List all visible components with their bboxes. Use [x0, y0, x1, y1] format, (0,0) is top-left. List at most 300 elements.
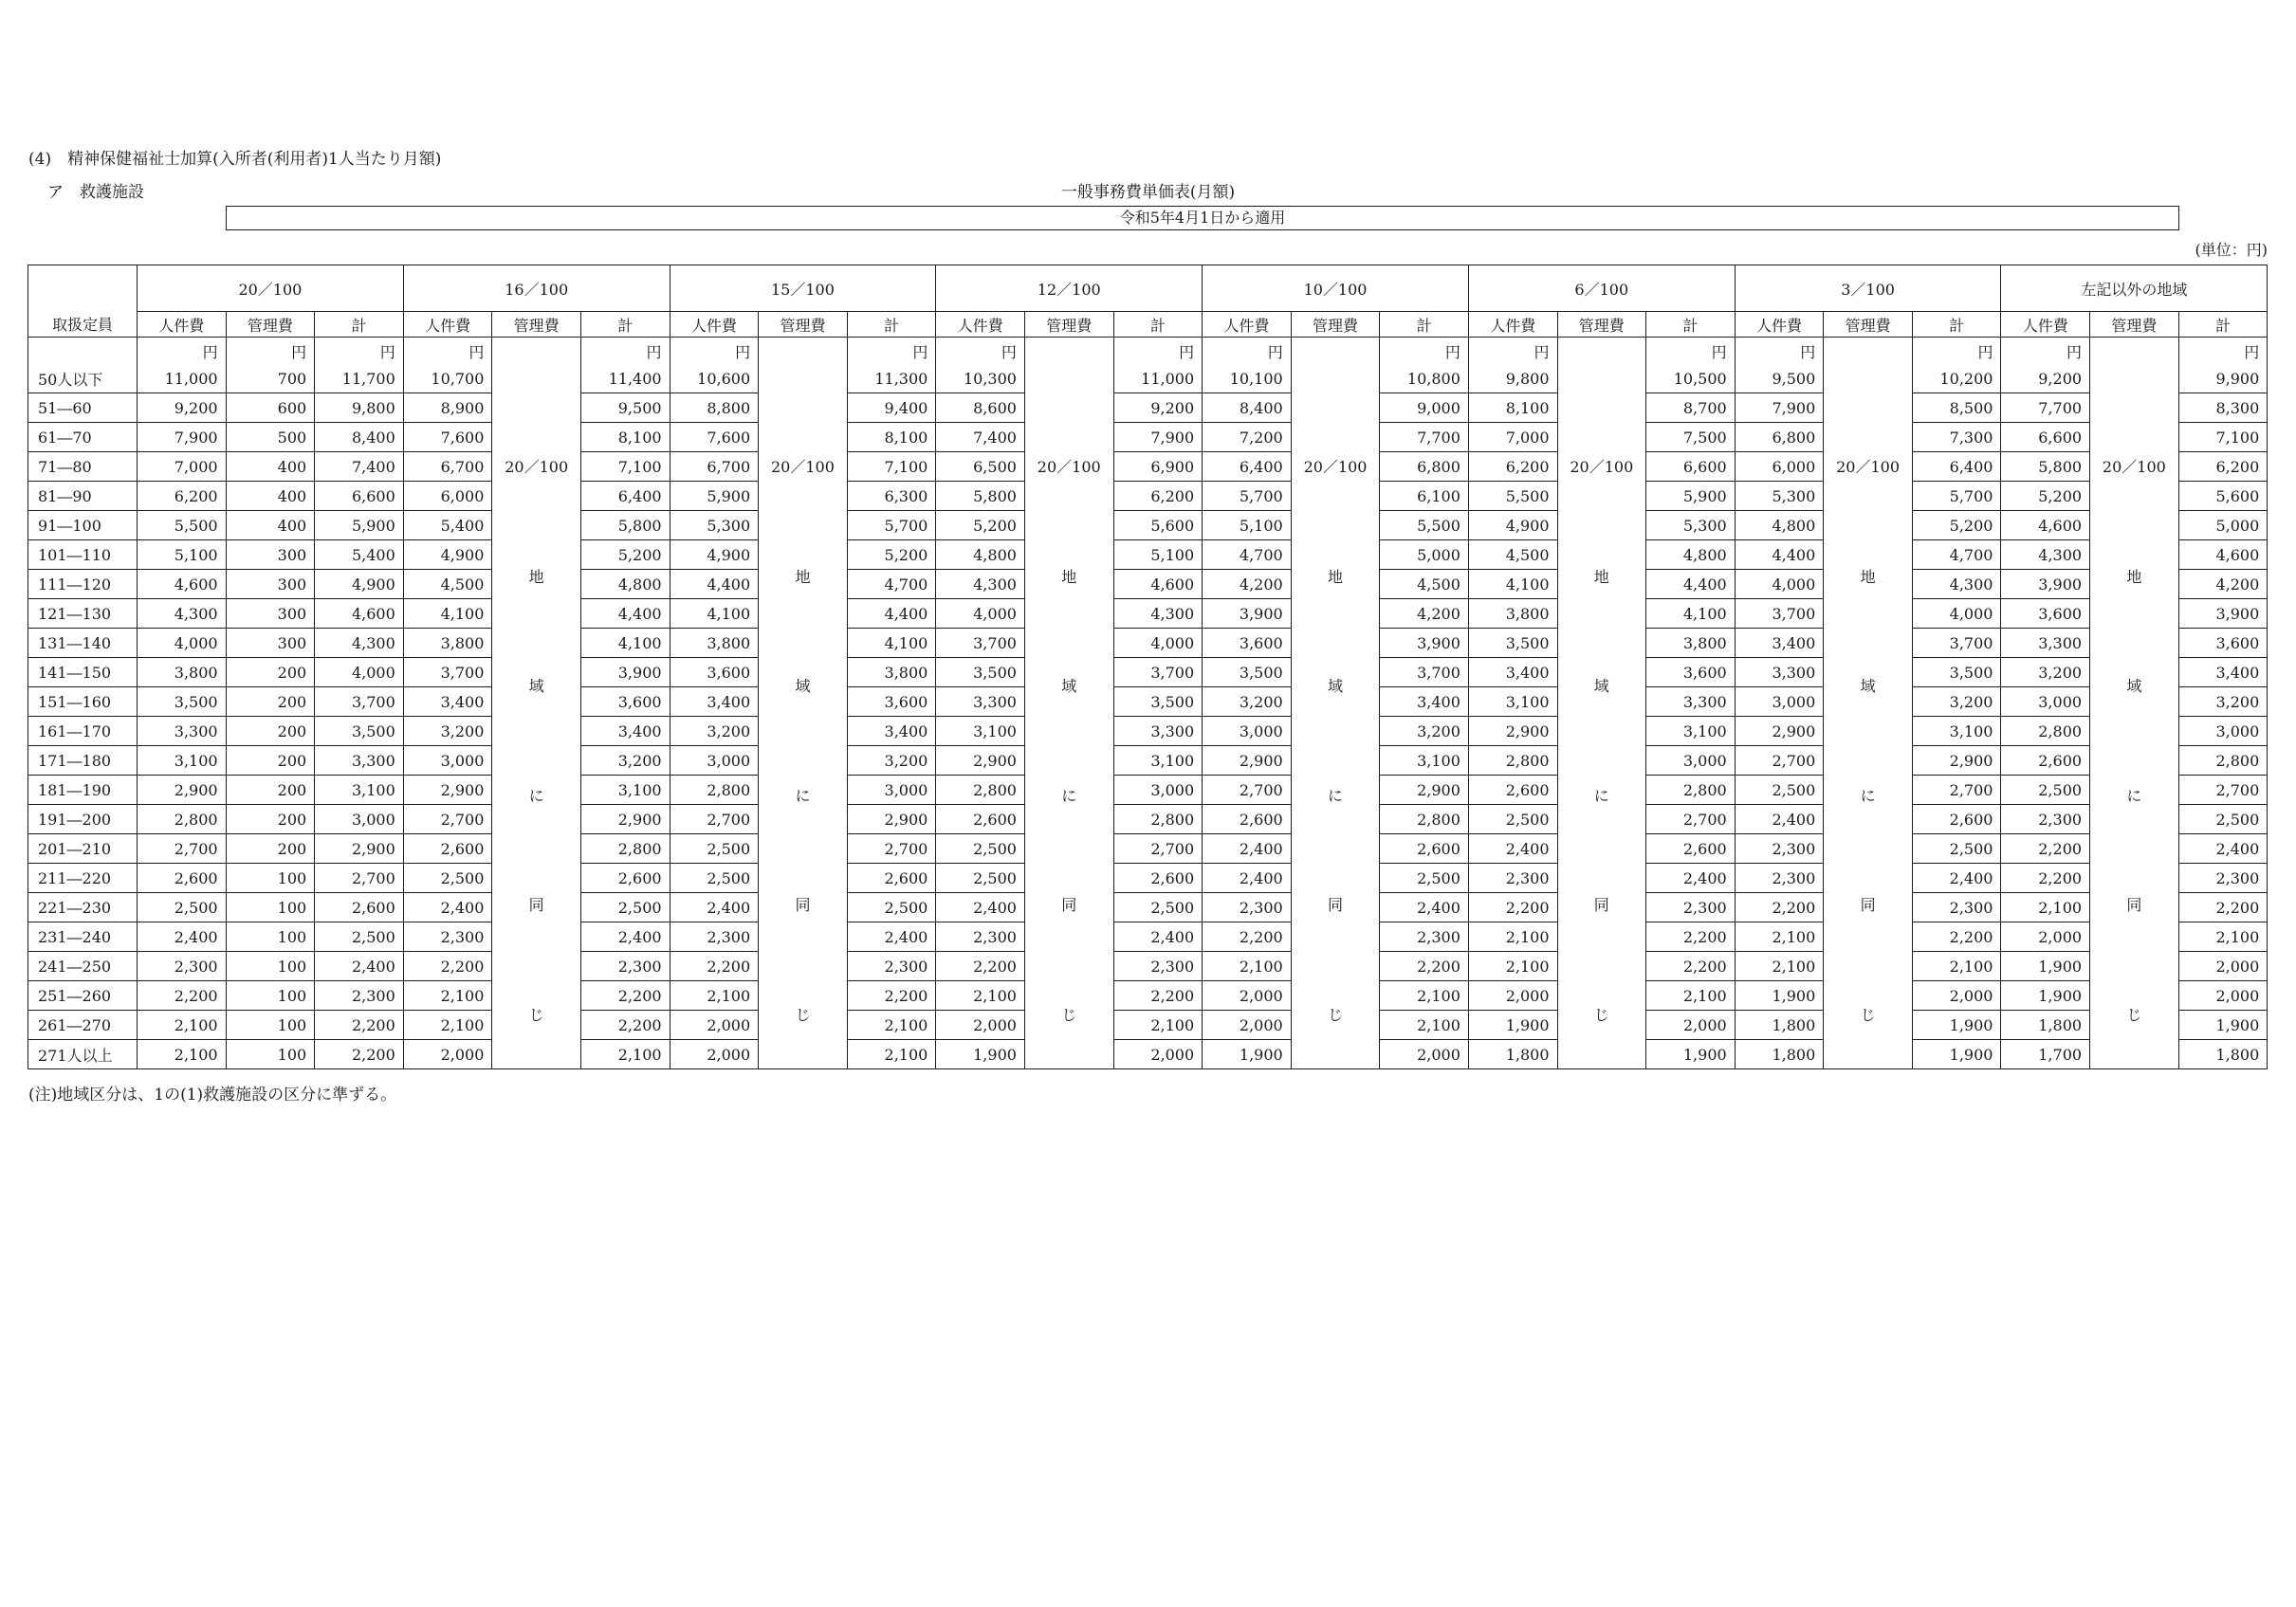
total-cost: 3,400	[2178, 658, 2268, 687]
management-same-as-20-note	[759, 338, 848, 1069]
band-note-char: 同	[528, 896, 544, 915]
total-cost: 6,400	[580, 482, 670, 511]
total-cost: 2,800	[1646, 776, 1736, 805]
capacity-label: 71―80	[28, 452, 138, 482]
capacity-label: 191―200	[28, 805, 138, 834]
management-same-as-20-note	[492, 338, 581, 1069]
total-cost: 11,300	[847, 364, 936, 393]
band-note-char: 域	[1860, 677, 1876, 696]
band-header: 6／100	[1468, 265, 1735, 312]
total-cost: 2,400	[1912, 864, 2001, 893]
total-cost: 2,600	[1113, 864, 1203, 893]
yen-mark: 円	[403, 338, 492, 365]
personnel-cost: 4,000	[936, 599, 1025, 629]
total-cost: 3,000	[847, 776, 936, 805]
total-cost: 2,100	[2178, 922, 2268, 952]
total-cost: 4,100	[847, 629, 936, 658]
table-row	[28, 922, 2268, 952]
total-cost: 5,700	[847, 511, 936, 540]
personnel-cost: 2,900	[1468, 717, 1557, 746]
total-cost: 2,500	[1912, 834, 2001, 864]
personnel-cost: 2,500	[670, 864, 759, 893]
total-cost: 1,900	[2178, 1011, 2268, 1040]
management-cost: 100	[226, 1040, 315, 1069]
total-cost: 2,200	[1646, 952, 1736, 981]
total-cost: 3,300	[1113, 717, 1203, 746]
personnel-cost: 3,600	[2001, 599, 2090, 629]
band-header: 16／100	[403, 265, 670, 312]
total-cost: 2,200	[315, 1040, 404, 1069]
personnel-cost: 1,900	[936, 1040, 1025, 1069]
total-cost: 4,200	[2178, 570, 2268, 599]
personnel-cost: 2,200	[1735, 893, 1824, 922]
total-cost: 5,200	[847, 540, 936, 570]
personnel-cost: 3,700	[403, 658, 492, 687]
personnel-cost: 2,600	[2001, 746, 2090, 776]
total-cost: 5,600	[1113, 511, 1203, 540]
total-cost: 3,500	[1113, 687, 1203, 717]
personnel-cost: 4,900	[670, 540, 759, 570]
personnel-cost: 4,500	[1468, 540, 1557, 570]
total-cost: 2,300	[1646, 893, 1736, 922]
header-management: 管理費	[759, 312, 848, 338]
personnel-cost: 6,700	[670, 452, 759, 482]
band-note-char: 同	[1328, 896, 1344, 915]
table-row	[28, 1011, 2268, 1040]
header-total: 計	[1380, 312, 1469, 338]
total-cost: 2,400	[315, 952, 404, 981]
total-cost: 3,000	[1113, 776, 1203, 805]
personnel-cost: 2,500	[2001, 776, 2090, 805]
total-cost: 3,500	[1912, 658, 2001, 687]
personnel-cost: 1,900	[1203, 1040, 1292, 1069]
total-cost: 5,400	[315, 540, 404, 570]
personnel-cost: 2,900	[936, 746, 1025, 776]
management-cost: 200	[226, 717, 315, 746]
yen-mark: 円	[1203, 338, 1292, 365]
total-cost: 11,000	[1113, 364, 1203, 393]
personnel-cost: 8,100	[1468, 393, 1557, 423]
band-note-char: 20／100	[771, 458, 835, 477]
table-row	[28, 776, 2268, 805]
band-note-char: に	[2126, 786, 2142, 805]
personnel-cost: 3,500	[1468, 629, 1557, 658]
personnel-cost: 3,200	[403, 717, 492, 746]
personnel-cost: 2,300	[138, 952, 227, 981]
yen-mark: 円	[1646, 338, 1736, 365]
personnel-cost: 4,000	[138, 629, 227, 658]
page-heading: (4) 精神保健福祉士加算(入所者(利用者)1人当たり月額)	[28, 150, 442, 169]
total-cost: 6,100	[1380, 482, 1469, 511]
table-row	[28, 423, 2268, 452]
personnel-cost: 2,800	[138, 805, 227, 834]
personnel-cost: 2,200	[403, 952, 492, 981]
table-row	[28, 599, 2268, 629]
total-cost: 3,000	[1646, 746, 1736, 776]
capacity-label: 151―160	[28, 687, 138, 717]
personnel-cost: 8,400	[1203, 393, 1292, 423]
total-cost: 2,600	[847, 864, 936, 893]
table-row	[28, 393, 2268, 423]
personnel-cost: 7,000	[1468, 423, 1557, 452]
header-management: 管理費	[1024, 312, 1113, 338]
yen-mark: 円	[2001, 338, 2090, 365]
personnel-cost: 2,500	[1735, 776, 1824, 805]
personnel-cost: 2,500	[936, 864, 1025, 893]
total-cost: 3,000	[315, 805, 404, 834]
total-cost: 2,500	[315, 922, 404, 952]
total-cost: 2,500	[1113, 893, 1203, 922]
personnel-cost: 3,800	[670, 629, 759, 658]
personnel-cost: 4,600	[138, 570, 227, 599]
personnel-cost: 7,900	[1735, 393, 1824, 423]
total-cost: 2,800	[1113, 805, 1203, 834]
total-cost: 2,300	[1380, 922, 1469, 952]
personnel-cost: 2,500	[403, 864, 492, 893]
personnel-cost: 2,000	[1468, 981, 1557, 1011]
yen-mark: 円	[670, 338, 759, 365]
total-cost: 3,600	[847, 687, 936, 717]
total-cost: 3,100	[1646, 717, 1736, 746]
band-note-char: に	[795, 786, 811, 805]
personnel-cost: 1,900	[2001, 952, 2090, 981]
table-row	[28, 511, 2268, 540]
total-cost: 2,100	[1912, 952, 2001, 981]
personnel-cost: 2,300	[1735, 834, 1824, 864]
total-cost: 4,800	[580, 570, 670, 599]
personnel-cost: 2,300	[403, 922, 492, 952]
header-total: 計	[1646, 312, 1736, 338]
total-cost: 9,000	[1380, 393, 1469, 423]
total-cost: 3,200	[1912, 687, 2001, 717]
header-management: 管理費	[226, 312, 315, 338]
personnel-cost: 6,400	[1203, 452, 1292, 482]
header-personnel: 人件費	[2001, 312, 2090, 338]
personnel-cost: 2,700	[670, 805, 759, 834]
band-note-char: 20／100	[2102, 458, 2166, 477]
personnel-cost: 2,400	[936, 893, 1025, 922]
band-note-char: 域	[528, 677, 544, 696]
capacity-label: 81―90	[28, 482, 138, 511]
personnel-cost: 4,700	[1203, 540, 1292, 570]
total-cost: 3,900	[2178, 599, 2268, 629]
total-cost: 4,700	[1912, 540, 2001, 570]
total-cost: 3,700	[1912, 629, 2001, 658]
total-cost: 3,200	[580, 746, 670, 776]
personnel-cost: 3,200	[1203, 687, 1292, 717]
personnel-cost: 3,400	[1735, 629, 1824, 658]
total-cost: 2,000	[1646, 1011, 1736, 1040]
table-row	[28, 1040, 2268, 1069]
total-cost: 2,100	[1380, 1011, 1469, 1040]
sub-heading: ア 救護施設	[47, 183, 144, 202]
total-cost: 2,300	[580, 952, 670, 981]
total-cost: 1,900	[1646, 1040, 1736, 1069]
header-total: 計	[2178, 312, 2268, 338]
personnel-cost: 2,300	[2001, 805, 2090, 834]
total-cost: 3,200	[2178, 687, 2268, 717]
personnel-cost: 1,900	[2001, 981, 2090, 1011]
total-cost: 6,600	[315, 482, 404, 511]
total-cost: 6,200	[1113, 482, 1203, 511]
total-cost: 2,900	[315, 834, 404, 864]
capacity-label: 251―260	[28, 981, 138, 1011]
yen-mark: 円	[1912, 338, 2001, 365]
header-management: 管理費	[2090, 312, 2179, 338]
header-personnel: 人件費	[403, 312, 492, 338]
total-cost: 5,500	[1380, 511, 1469, 540]
total-cost: 8,400	[315, 423, 404, 452]
personnel-cost: 9,800	[1468, 364, 1557, 393]
personnel-cost: 2,600	[138, 864, 227, 893]
total-cost: 4,100	[580, 629, 670, 658]
personnel-cost: 2,200	[138, 981, 227, 1011]
personnel-cost: 2,200	[1468, 893, 1557, 922]
personnel-cost: 2,500	[1468, 805, 1557, 834]
yen-mark: 円	[315, 338, 404, 365]
capacity-label: 61―70	[28, 423, 138, 452]
total-cost: 3,900	[580, 658, 670, 687]
management-cost: 200	[226, 805, 315, 834]
header-total: 計	[1912, 312, 2001, 338]
personnel-cost: 6,700	[403, 452, 492, 482]
total-cost: 4,600	[1113, 570, 1203, 599]
capacity-label: 101―110	[28, 540, 138, 570]
yen-mark: 円	[1380, 338, 1469, 365]
total-cost: 6,900	[1113, 452, 1203, 482]
personnel-cost: 3,100	[1468, 687, 1557, 717]
band-note-char: じ	[795, 1005, 811, 1024]
personnel-cost: 3,700	[936, 629, 1025, 658]
total-cost: 3,100	[1912, 717, 2001, 746]
capacity-label: 51―60	[28, 393, 138, 423]
band-note-char: 同	[795, 896, 811, 915]
header-total: 計	[580, 312, 670, 338]
total-cost: 2,000	[1912, 981, 2001, 1011]
table-row	[28, 452, 2268, 482]
total-cost: 3,100	[580, 776, 670, 805]
total-cost: 2,200	[580, 981, 670, 1011]
total-cost: 4,400	[580, 599, 670, 629]
band-note-char: 地	[1593, 567, 1609, 586]
personnel-cost: 3,500	[1203, 658, 1292, 687]
personnel-cost: 2,700	[138, 834, 227, 864]
total-cost: 3,900	[1380, 629, 1469, 658]
personnel-cost: 6,200	[1468, 452, 1557, 482]
management-cost: 100	[226, 981, 315, 1011]
total-cost: 4,400	[847, 599, 936, 629]
total-cost: 2,200	[1380, 952, 1469, 981]
personnel-cost: 2,200	[936, 952, 1025, 981]
personnel-cost: 3,600	[1203, 629, 1292, 658]
personnel-cost: 3,500	[138, 687, 227, 717]
personnel-cost: 3,300	[936, 687, 1025, 717]
personnel-cost: 5,700	[1203, 482, 1292, 511]
personnel-cost: 3,300	[138, 717, 227, 746]
personnel-cost: 3,800	[138, 658, 227, 687]
personnel-cost: 1,800	[1735, 1011, 1824, 1040]
total-cost: 4,200	[1380, 599, 1469, 629]
total-cost: 3,600	[2178, 629, 2268, 658]
header-corner	[28, 265, 138, 312]
personnel-cost: 1,900	[1468, 1011, 1557, 1040]
management-cost: 200	[226, 658, 315, 687]
total-cost: 7,700	[1380, 423, 1469, 452]
total-cost: 3,400	[847, 717, 936, 746]
yen-mark: 円	[1113, 338, 1203, 365]
personnel-cost: 4,500	[403, 570, 492, 599]
management-same-as-20-note	[1824, 338, 1913, 1069]
personnel-cost: 2,300	[936, 922, 1025, 952]
total-cost: 2,600	[315, 893, 404, 922]
personnel-cost: 7,000	[138, 452, 227, 482]
personnel-cost: 2,000	[670, 1040, 759, 1069]
personnel-cost: 8,600	[936, 393, 1025, 423]
yen-mark: 円	[1468, 338, 1557, 365]
capacity-label: 161―170	[28, 717, 138, 746]
unit-label-cell	[28, 338, 138, 365]
band-note-char: 地	[1061, 567, 1077, 586]
header-total: 計	[315, 312, 404, 338]
management-cost: 700	[226, 364, 315, 393]
total-cost: 3,700	[1380, 658, 1469, 687]
total-cost: 2,400	[847, 922, 936, 952]
personnel-cost: 3,600	[670, 658, 759, 687]
total-cost: 6,400	[1912, 452, 2001, 482]
personnel-cost: 10,600	[670, 364, 759, 393]
personnel-cost: 4,400	[670, 570, 759, 599]
total-cost: 2,500	[2178, 805, 2268, 834]
total-cost: 2,900	[580, 805, 670, 834]
total-cost: 2,200	[847, 981, 936, 1011]
management-cost: 400	[226, 452, 315, 482]
total-cost: 2,200	[580, 1011, 670, 1040]
personnel-cost: 4,800	[1735, 511, 1824, 540]
personnel-cost: 3,800	[403, 629, 492, 658]
personnel-cost: 6,000	[1735, 452, 1824, 482]
personnel-cost: 2,400	[1468, 834, 1557, 864]
management-cost: 400	[226, 511, 315, 540]
total-cost: 11,700	[315, 364, 404, 393]
band-header: 10／100	[1203, 265, 1469, 312]
personnel-cost: 5,300	[1735, 482, 1824, 511]
personnel-cost: 5,800	[2001, 452, 2090, 482]
personnel-cost: 1,800	[2001, 1011, 2090, 1040]
personnel-cost: 4,800	[936, 540, 1025, 570]
personnel-cost: 2,500	[670, 834, 759, 864]
total-cost: 2,100	[1113, 1011, 1203, 1040]
total-cost: 2,600	[1646, 834, 1736, 864]
yen-mark: 円	[580, 338, 670, 365]
capacity-label: 171―180	[28, 746, 138, 776]
total-cost: 2,000	[2178, 952, 2268, 981]
table-row	[28, 952, 2268, 981]
capacity-label: 181―190	[28, 776, 138, 805]
table-row	[28, 746, 2268, 776]
personnel-cost: 2,600	[1203, 805, 1292, 834]
personnel-cost: 4,400	[1735, 540, 1824, 570]
personnel-cost: 4,000	[1735, 570, 1824, 599]
personnel-cost: 4,100	[1468, 570, 1557, 599]
total-cost: 2,300	[315, 981, 404, 1011]
band-note-char: 20／100	[1303, 458, 1368, 477]
personnel-cost: 3,000	[1203, 717, 1292, 746]
total-cost: 2,800	[1380, 805, 1469, 834]
band-note-char: に	[1860, 786, 1876, 805]
personnel-cost: 2,100	[138, 1040, 227, 1069]
table-row	[28, 864, 2268, 893]
band-note-char: 同	[1860, 896, 1876, 915]
total-cost: 7,100	[2178, 423, 2268, 452]
personnel-cost: 2,300	[1203, 893, 1292, 922]
total-cost: 2,500	[580, 893, 670, 922]
header-management: 管理費	[1557, 312, 1646, 338]
capacity-label: 141―150	[28, 658, 138, 687]
total-cost: 7,100	[580, 452, 670, 482]
personnel-cost: 6,000	[403, 482, 492, 511]
table-row	[28, 540, 2268, 570]
total-cost: 2,900	[1912, 746, 2001, 776]
band-note-char: 同	[1593, 896, 1609, 915]
personnel-cost: 2,700	[1735, 746, 1824, 776]
personnel-cost: 3,100	[936, 717, 1025, 746]
capacity-label: 201―210	[28, 834, 138, 864]
total-cost: 2,000	[1113, 1040, 1203, 1069]
total-cost: 2,200	[315, 1011, 404, 1040]
table-row	[28, 570, 2268, 599]
header-personnel: 人件費	[936, 312, 1025, 338]
management-cost: 300	[226, 599, 315, 629]
personnel-cost: 2,800	[936, 776, 1025, 805]
personnel-cost: 2,100	[670, 981, 759, 1011]
total-cost: 2,400	[580, 922, 670, 952]
personnel-cost: 3,400	[1468, 658, 1557, 687]
total-cost: 2,900	[1380, 776, 1469, 805]
header-management: 管理費	[1824, 312, 1913, 338]
management-cost: 500	[226, 423, 315, 452]
management-cost: 100	[226, 1011, 315, 1040]
personnel-cost: 2,600	[403, 834, 492, 864]
capacity-label: 121―130	[28, 599, 138, 629]
yen-mark: 円	[936, 338, 1025, 365]
total-cost: 2,700	[1113, 834, 1203, 864]
total-cost: 3,600	[580, 687, 670, 717]
total-cost: 2,400	[1646, 864, 1736, 893]
personnel-cost: 2,000	[1203, 1011, 1292, 1040]
table-row	[28, 364, 2268, 393]
band-note-char: じ	[1593, 1005, 1609, 1024]
personnel-cost: 3,000	[2001, 687, 2090, 717]
total-cost: 3,800	[1646, 629, 1736, 658]
total-cost: 1,800	[2178, 1040, 2268, 1069]
total-cost: 2,900	[847, 805, 936, 834]
personnel-cost: 2,100	[1735, 922, 1824, 952]
total-cost: 3,700	[315, 687, 404, 717]
personnel-cost: 2,100	[1468, 952, 1557, 981]
band-note-char: じ	[1061, 1005, 1077, 1024]
band-note-char: に	[528, 786, 544, 805]
total-cost: 2,700	[847, 834, 936, 864]
management-cost: 200	[226, 746, 315, 776]
total-cost: 3,100	[315, 776, 404, 805]
total-cost: 3,500	[315, 717, 404, 746]
management-cost: 200	[226, 834, 315, 864]
band-note-char: 同	[2126, 896, 2142, 915]
personnel-cost: 2,100	[936, 981, 1025, 1011]
table-row	[28, 893, 2268, 922]
total-cost: 8,100	[847, 423, 936, 452]
personnel-cost: 6,800	[1735, 423, 1824, 452]
